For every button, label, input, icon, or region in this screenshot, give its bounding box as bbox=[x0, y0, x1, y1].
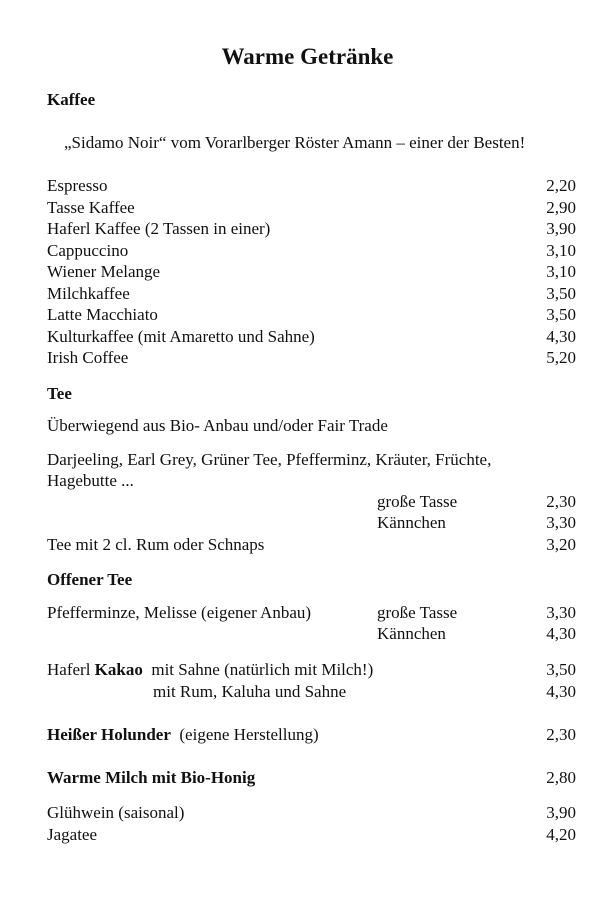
item-name: Espresso bbox=[47, 176, 108, 195]
item-price: 3,90 bbox=[546, 219, 576, 238]
menu-item bbox=[47, 623, 576, 645]
item-name: Cappuccino bbox=[47, 241, 129, 260]
item-name: Latte Macchiato bbox=[47, 305, 158, 324]
menu-item bbox=[47, 534, 576, 556]
item-price: 3,90 bbox=[546, 803, 576, 822]
menu-item bbox=[47, 659, 576, 681]
item-name: Haferl Kaffee (2 Tassen in einer) bbox=[47, 219, 271, 238]
kaffee-note: „Sidamo Noir“ vom Vorarlberger Röster Amann – einer der Besten! bbox=[64, 133, 526, 152]
menu-item bbox=[47, 240, 576, 262]
item-size: große Tasse bbox=[377, 492, 458, 511]
item-name: Wiener Melange bbox=[47, 262, 161, 281]
item-size: große Tasse bbox=[377, 603, 458, 622]
menu-item bbox=[47, 326, 576, 348]
holunder-rest: (eigene Herstellung) bbox=[170, 725, 319, 744]
item-price: 3,20 bbox=[546, 535, 576, 554]
menu-item bbox=[47, 283, 576, 305]
item-price: 2,80 bbox=[546, 768, 576, 787]
item-name: Milchkaffee bbox=[47, 284, 130, 303]
menu-item bbox=[47, 767, 576, 789]
holunder-bold: Heißer Holunder bbox=[47, 725, 171, 744]
item-price: 3,30 bbox=[546, 603, 576, 622]
menu-item bbox=[47, 602, 576, 624]
menu-item bbox=[47, 681, 576, 703]
item-price: 2,20 bbox=[546, 176, 576, 195]
item-name: Warme Milch mit Bio-Honig bbox=[47, 768, 256, 787]
item-name bbox=[47, 724, 319, 746]
menu-item bbox=[47, 218, 576, 240]
item-price: 3,30 bbox=[546, 513, 576, 532]
menu-item bbox=[47, 347, 576, 369]
item-price: 3,50 bbox=[546, 660, 576, 679]
item-price: 2,30 bbox=[546, 725, 576, 744]
menu-item bbox=[47, 261, 576, 283]
menu-item bbox=[47, 512, 576, 534]
item-price: 2,30 bbox=[546, 492, 576, 511]
item-name: Glühwein (saisonal) bbox=[47, 803, 185, 822]
item-price: 4,30 bbox=[546, 624, 576, 643]
tee-info: Überwiegend aus Bio- Anbau und/oder Fair Trade bbox=[47, 416, 388, 435]
tee-varieties-cont: Hagebutte ... bbox=[47, 471, 134, 490]
menu-item bbox=[47, 824, 576, 846]
item-size: Kännchen bbox=[377, 513, 446, 532]
item-name: Irish Coffee bbox=[47, 348, 129, 367]
item-price: 2,90 bbox=[546, 198, 576, 217]
tee-varieties: Darjeeling, Earl Grey, Grüner Tee, Pfefferminz, Kräuter, Früchte, bbox=[47, 450, 492, 469]
item-price: 3,50 bbox=[546, 305, 576, 324]
kakao-prefix: Haferl bbox=[47, 660, 95, 679]
item-name: Jagatee bbox=[47, 825, 98, 844]
item-name: mit Rum, Kaluha und Sahne bbox=[153, 682, 347, 701]
item-name bbox=[47, 659, 373, 681]
item-name: Pfefferminze, Melisse (eigener Anbau) bbox=[47, 603, 312, 622]
menu-item bbox=[47, 491, 576, 513]
item-price: 4,30 bbox=[546, 682, 576, 701]
section-heading-kaffee: Kaffee bbox=[47, 90, 96, 109]
item-size: Kännchen bbox=[377, 624, 446, 643]
page-title: Warme Getränke bbox=[221, 44, 394, 69]
item-price: 4,20 bbox=[546, 825, 576, 844]
menu-item bbox=[47, 724, 576, 746]
section-heading-offener-tee: Offener Tee bbox=[47, 570, 133, 589]
section-heading-tee: Tee bbox=[47, 384, 72, 403]
item-name: Tasse Kaffee bbox=[47, 198, 135, 217]
item-name: Kulturkaffee (mit Amaretto und Sahne) bbox=[47, 327, 315, 346]
item-price: 3,10 bbox=[546, 262, 576, 281]
kakao-bold: Kakao bbox=[94, 660, 143, 679]
item-price: 3,10 bbox=[546, 241, 576, 260]
kakao-suffix: mit Sahne (natürlich mit Milch!) bbox=[142, 660, 374, 679]
menu-item bbox=[47, 197, 576, 219]
item-price: 5,20 bbox=[546, 348, 576, 367]
item-name: Tee mit 2 cl. Rum oder Schnaps bbox=[47, 535, 265, 554]
menu-item bbox=[47, 175, 576, 197]
menu-item bbox=[47, 802, 576, 824]
item-price: 4,30 bbox=[546, 327, 576, 346]
menu-item bbox=[47, 304, 576, 326]
item-price: 3,50 bbox=[546, 284, 576, 303]
